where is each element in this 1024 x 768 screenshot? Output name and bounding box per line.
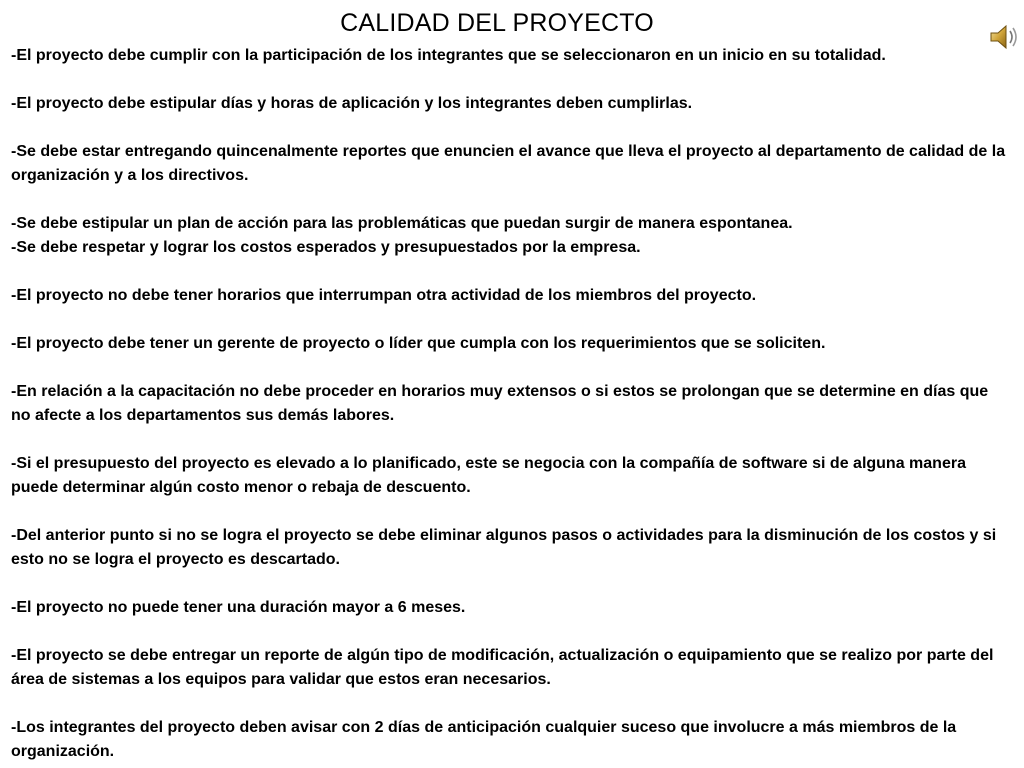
requirement-11: -El proyecto no puede tener una duración mayor a 6 meses. [11, 599, 466, 616]
requirement-12: -El proyecto se debe entregar un reporte de algún tipo de modificación, actualización o equipamiento que se realizo por parte del área de sistemas a los equipos para validar que estos eran necesarios. [11, 647, 994, 688]
requirement-9: -Si el presupuesto del proyecto es elevado a lo planificado, este se negocia con la compañía de software si de alguna manera puede determinar algún costo menor o rebaja de descuento. [11, 455, 966, 496]
requirement-10: -Del anterior punto si no se logra el proyecto se debe eliminar algunos pasos o actividades para la disminución de los costos y si esto no se logra el proyecto es descartado. [11, 527, 997, 568]
requirement-2: -El proyecto debe estipular días y horas de aplicación y los integrantes deben cumplirlas. [11, 95, 693, 112]
requirement-8: -En relación a la capacitación no debe proceder en horarios muy extensos o si estos se prolongan que se determine en días que no afecte a los departamentos sus demás labores. [11, 383, 989, 424]
slide-title: CALIDAD DEL PROYECTO [340, 9, 654, 37]
slide-body [11, 44, 1011, 764]
requirement-3: -Se debe estar entregando quincenalmente reportes que enuncien el avance que lleva el proyecto al departamento de calidad de la organización y a los directivos. [11, 143, 1006, 184]
requirement-5: -Se debe respetar y lograr los costos esperados y presupuestados por la empresa. [11, 239, 641, 256]
requirement-1: -El proyecto debe cumplir con la participación de los integrantes que se seleccionaron en un inicio en su totalidad. [11, 47, 886, 64]
requirement-7: -El proyecto debe tener un gerente de proyecto o líder que cumpla con los requerimientos que se soliciten. [11, 335, 826, 352]
requirement-13: -Los integrantes del proyecto deben avisar con 2 días de anticipación cualquier suceso que involucre a más miembros de la organización. [11, 719, 957, 760]
requirement-6: -El proyecto no debe tener horarios que interrumpan otra actividad de los miembros del proyecto. [11, 287, 757, 304]
requirement-4: -Se debe estipular un plan de acción para las problemáticas que puedan surgir de manera espontanea. [11, 215, 793, 232]
